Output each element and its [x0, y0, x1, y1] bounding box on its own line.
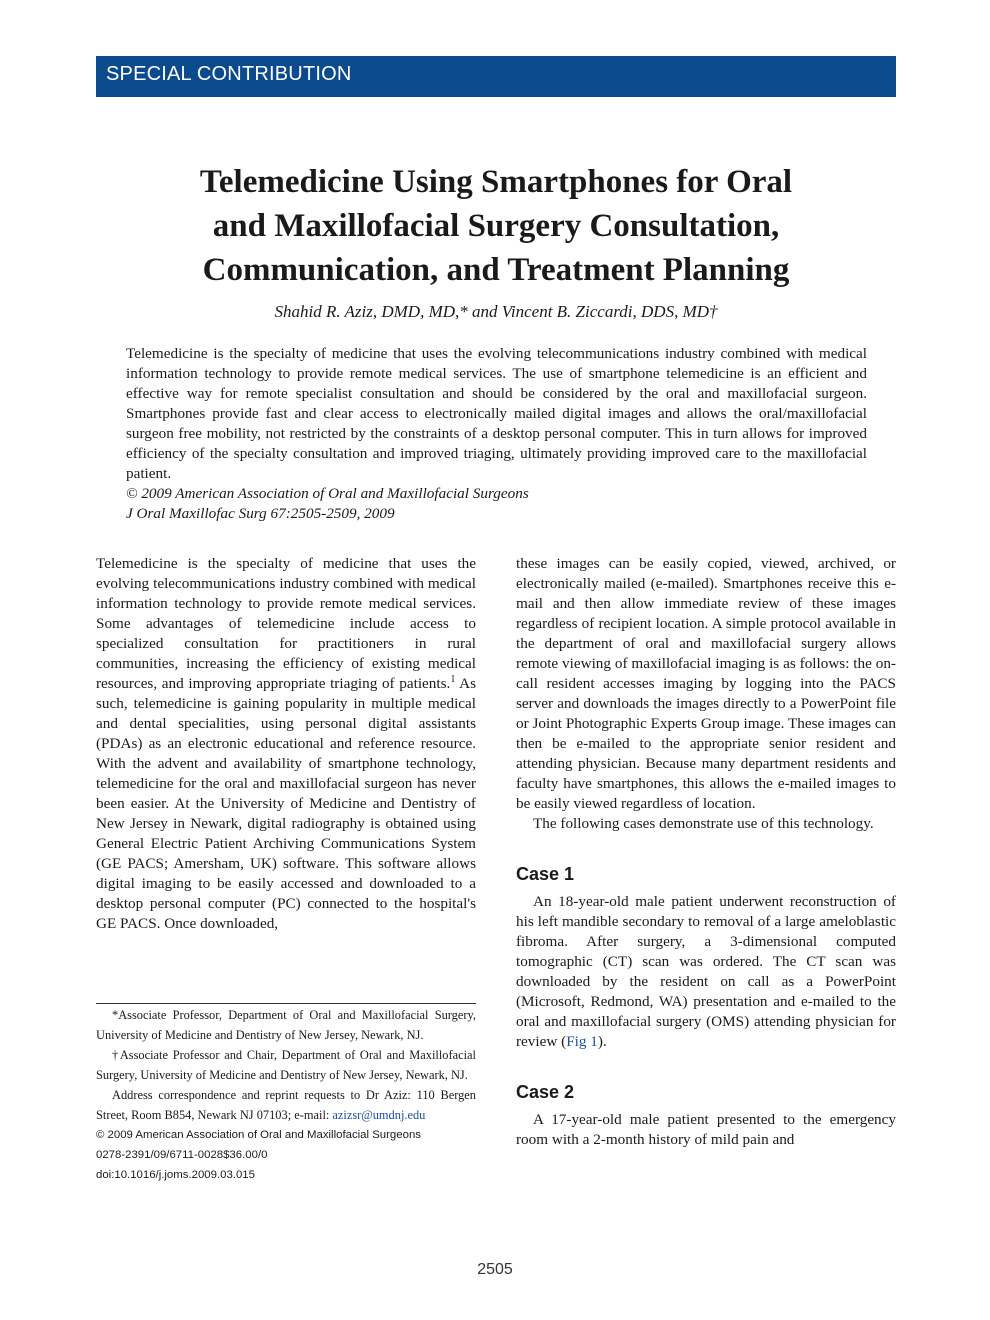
abstract — [126, 344, 867, 524]
case-1-text: An 18-year-old male patient underwent reconstruction of his left mandible secondary to removal of a large ameloblastic fibroma. After surgery, a 3-dimensional computed tomographic (CT) scan was ordered. The CT scan was downloaded by the resident on call as a PowerPoint (Microsoft, Redmond, WA) presentation and e-mailed to the oral and maxillofacial surgery (OMS) attending physician for review ( — [516, 893, 896, 1050]
right-column — [516, 554, 896, 1150]
intro-paragraph — [96, 554, 476, 934]
abstract-copyright: © 2009 American Association of Oral and Maxillofacial Surgeons — [126, 485, 529, 502]
journal-reference: J Oral Maxillofac Surg 67:2505-2509, 2009 — [126, 505, 395, 522]
section-banner — [96, 56, 896, 97]
figure-1-link[interactable]: Fig 1 — [566, 1033, 598, 1050]
footnote-divider — [96, 1003, 476, 1004]
case-2-heading: Case 2 — [516, 1082, 575, 1102]
footnote-affiliation-1: *Associate Professor, Department of Oral and Maxillofacial Surgery, University of Medicine and Dentistry of New Jersey, Newark, NJ. — [96, 1008, 476, 1042]
email-link[interactable]: azizsr@umdnj.edu — [332, 1108, 426, 1122]
page-number: 2505 — [477, 1261, 513, 1278]
author-list: Shahid R. Aziz, DMD, MD,* and Vincent B. Ziccardi, DDS, MD† — [274, 302, 718, 321]
footnote-affiliation-2: †Associate Professor and Chair, Department of Oral and Maxillofacial Surgery, University of Medicine and Dentistry of New Jersey, Newark, NJ. — [96, 1048, 476, 1082]
abstract-text: Telemedicine is the specialty of medicine that uses the evolving telecommunications industry combined with medical information technology to provide remote medical services. The use of smartphone telemedicine is an efficient and effective way for remote specialist consultation and should be considered by the oral and maxillofacial surgeon. Smartphones provide fast and clear access to electronically mailed digital images and allows the oral/maxillofacial surgeon free mobility, not restricted by the constraints of a desktop personal computer. This in turn allows for improved efficiency of the specialty consultation and improved triaging, ultimately providing improved care to the maxillofacial patient. — [126, 345, 867, 482]
reference-1-link[interactable]: 1 — [450, 673, 456, 685]
left-column — [96, 554, 476, 934]
case-1-paragraph — [516, 892, 896, 1052]
correspondence-text: Address correspondence and reprint requests to Dr Aziz: 110 Bergen Street, Room B854, Newark NJ 07103; e-mail: — [96, 1088, 476, 1122]
footnote-copyright: © 2009 American Association of Oral and Maxillofacial Surgeons — [96, 1129, 421, 1141]
title-line: Telemedicine Using Smartphones for Oral — [199, 164, 793, 200]
case-1-text-end: ). — [597, 1033, 607, 1050]
continuation-paragraph: these images can be easily copied, viewed, archived, or electronically mailed (e-mailed). Smartphones receive this e-mail and then allow immediate review of these images regardless of recipient location. A simple protocol available in the department of oral and maxillofacial surgery allows remote viewing of maxillofacial imaging is as follows: the on-call resident accesses imaging by logging into the PACS server and downloads the images directly to a PowerPoint file or Joint Photographic Experts Group image. These images can then be e-mailed to the appropriate senior resident and attending physician. Because many department residents and faculty have smartphones, this allows the e-mailed images to be easily viewed regardless of location. — [516, 555, 896, 812]
article-title — [96, 160, 896, 292]
case-1-heading: Case 1 — [516, 864, 575, 884]
footnote-doi: doi:10.1016/j.joms.2009.03.015 — [96, 1169, 255, 1181]
title-line: and Maxillofacial Surgery Consultation, — [212, 208, 780, 244]
intro-text-continued: As such, telemedicine is gaining popularity in multiple medical and dental specialities, using personal digital assistants (PDAs) as an electronic educational and reference resource. With the advent and availability of smartphone technology, telemedicine for the oral and maxillofacial surgeon has never been easier. At the University of Medicine and Dentistry of New Jersey in Newark, digital radiography is obtained using General Electric Patient Archiving Communications System (GE PACS; Amersham, UK) software. This software allows digital imaging to be easily accessed and downloaded to a desktop personal computer (PC) connected to the hospital's GE PACS. Once downloaded, — [96, 675, 476, 932]
intro-text: Telemedicine is the specialty of medicine that uses the evolving telecommunications industry combined with medical information technology to provide remote medical services. Some advantages of telemedicine include access to specialized consultation for practitioners in rural communities, increasing the efficiency of existing medical resources, and improving appropriate triaging of patients. — [96, 555, 476, 692]
footnotes — [96, 1005, 476, 1185]
case-2-paragraph: A 17-year-old male patient presented to the emergency room with a 2-month history of mild pain and — [516, 1111, 896, 1148]
footnote-issn: 0278-2391/09/6711-0028$36.00/0 — [96, 1149, 268, 1161]
following-cases-paragraph: The following cases demonstrate use of this technology. — [533, 815, 874, 832]
section-label: SPECIAL CONTRIBUTION — [106, 63, 352, 85]
footnote-correspondence — [96, 1085, 476, 1125]
title-line: Communication, and Treatment Planning — [202, 252, 790, 288]
